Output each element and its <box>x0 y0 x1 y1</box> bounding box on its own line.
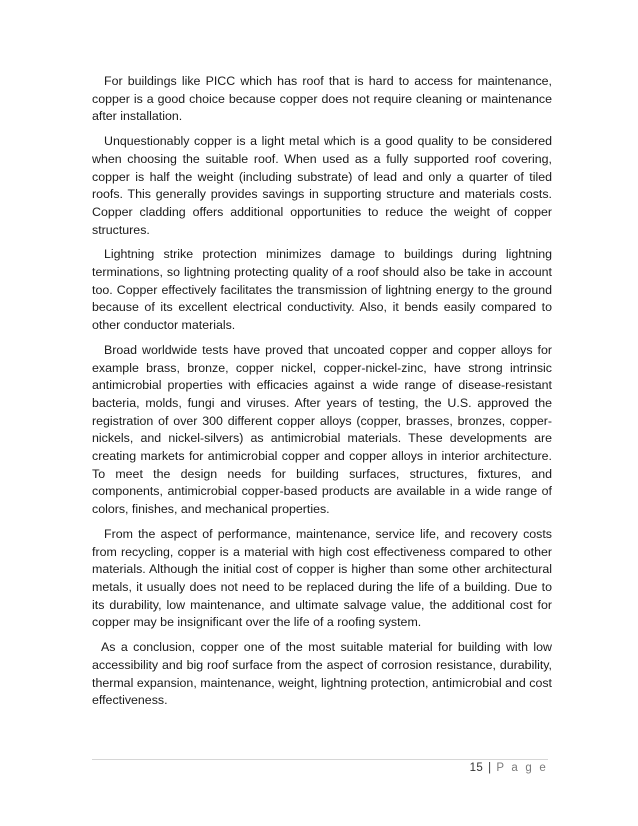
page-label: P a g e <box>496 762 548 774</box>
paragraph-lightning: Lightning strike protection minimizes damage to buildings during lightning terminations, so lightning protecting quality of a roof should also be take in account too. Copper effectively facilitates the transmission of lightning energy to the ground because of its excellent electrical conductivity. Also, it bends easily compared to other conductor materials. <box>92 247 552 333</box>
footer-divider <box>92 759 548 760</box>
page-footer <box>470 762 548 774</box>
body-text <box>92 73 552 717</box>
paragraph-weight: Unquestionably copper is a light metal which is a good quality to be considered when choosing the suitable roof. When used as a fully supported roof covering, copper is half the weight (including substrate) of lead and only a quarter of tiled roofs. This generally provides savings in supporting structure and materials costs. Copper cladding offers additional opportunities to reduce the weight of copper structures. <box>92 134 552 237</box>
paragraph-conclusion: As a conclusion, copper one of the most suitable material for building with low accessibility and big roof surface from the aspect of corrosion resistance, durability, thermal expansion, maintenance, weight, lightning protection, antimicrobial and cost effectiveness. <box>92 640 552 708</box>
paragraph-cost: From the aspect of performance, maintenance, service life, and recovery costs from recycling, copper is a material with high cost effectiveness compared to other materials. Although the initial cost of copper is higher than some other architectural metals, it usually does not need to be replaced during the life of a building. Due to its durability, low maintenance, and ultimate salvage value, the additional cost for copper may be insignificant over the life of a roofing system. <box>92 526 552 630</box>
page-number: 15 <box>469 762 484 774</box>
footer-separator: | <box>488 762 492 774</box>
paragraph-antimicrobial: Broad worldwide tests have proved that uncoated copper and copper alloys for example brass, bronze, copper nickel, copper-nickel-zinc, have strong intrinsic antimicrobial properties with efficacies against a wide range of disease-resistant bacteria, molds, fungi and viruses. After years of testing, the U.S. approved the registration of over 300 different copper alloys (copper, brasses, bronzes, copper-nickels, and nickel-silvers) as antimicrobial materials. These developments are creating markets for antimicrobial copper and copper alloys in interior architecture. To meet the design needs for building surfaces, structures, fixtures, and components, antimicrobial copper-based products are available in a wide range of colors, finishes, and mechanical properties. <box>92 342 552 517</box>
paragraph-maintenance: For buildings like PICC which has roof that is hard to access for maintenance, copper is a good choice because copper does not require cleaning or maintenance after installation. <box>92 74 552 124</box>
